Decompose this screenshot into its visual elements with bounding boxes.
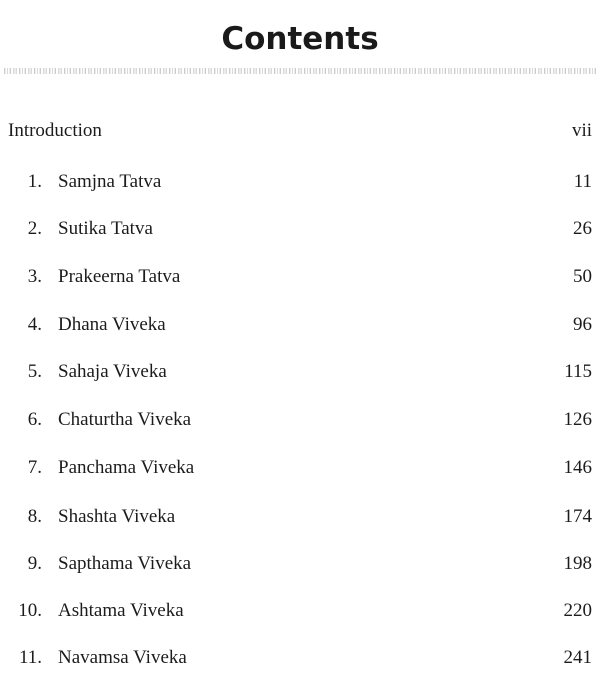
- toc-entry[interactable]: [0, 643, 600, 673]
- toc-entry[interactable]: [0, 167, 600, 197]
- toc-entry-number: 1.: [27, 171, 42, 192]
- toc-entry[interactable]: [0, 596, 600, 626]
- toc-entry-label: Panchama Viveka: [58, 457, 195, 478]
- toc-entry-page: 126: [563, 409, 592, 430]
- toc-entry-number: 11.: [18, 647, 42, 668]
- toc-entry-page: 146: [563, 457, 592, 478]
- toc-entry-label: Ashtama Viveka: [58, 600, 184, 621]
- toc-entry-introduction[interactable]: [0, 116, 600, 146]
- toc-entry[interactable]: [0, 549, 600, 579]
- toc-entry[interactable]: [0, 310, 600, 340]
- toc-entry-page: 11: [573, 171, 592, 192]
- toc-entry[interactable]: [0, 502, 600, 532]
- toc-entry-label: Prakeerna Tatva: [58, 266, 181, 287]
- toc-entry-number: 5.: [27, 361, 42, 382]
- toc-entry-page: 241: [563, 647, 592, 668]
- toc-entry-page: vii: [571, 120, 592, 141]
- toc-entry[interactable]: [0, 405, 600, 435]
- toc-entry-page: 50: [573, 266, 592, 287]
- toc-entry-number: 9.: [27, 553, 42, 574]
- toc-entry-label: Introduction: [8, 120, 102, 141]
- page-title: Contents: [221, 20, 379, 57]
- toc-entry-label: Samjna Tatva: [58, 171, 162, 192]
- toc-entry-number: 3.: [27, 266, 42, 287]
- toc-entry-number: 10.: [18, 600, 42, 621]
- toc-entry-number: 8.: [27, 506, 42, 527]
- toc-entry-label: Navamsa Viveka: [58, 647, 187, 668]
- toc-entry[interactable]: [0, 357, 600, 387]
- toc-entry-label: Sahaja Viveka: [58, 361, 167, 382]
- toc-entry[interactable]: [0, 214, 600, 244]
- toc-entry-number: 6.: [27, 409, 42, 430]
- title-divider: [4, 68, 596, 74]
- toc-entry-page: 96: [573, 314, 592, 335]
- toc-entry-label: Sutika Tatva: [58, 218, 153, 239]
- toc-entry-page: 115: [564, 361, 592, 382]
- toc-entry-number: 4.: [27, 314, 42, 335]
- toc-entry[interactable]: [0, 453, 600, 483]
- toc-entry-page: 220: [563, 600, 592, 621]
- toc-entry-label: Chaturtha Viveka: [58, 409, 192, 430]
- toc-entry-number: 2.: [27, 218, 42, 239]
- toc-entry-page: 174: [563, 506, 592, 527]
- toc-entry-label: Sapthama Viveka: [58, 553, 192, 574]
- toc-entry[interactable]: [0, 262, 600, 292]
- toc-entry-number: 7.: [27, 457, 42, 478]
- toc-entry-page: 198: [563, 553, 592, 574]
- toc-entry-page: 26: [573, 218, 592, 239]
- toc-entry-label: Dhana Viveka: [58, 314, 166, 335]
- toc-entry-label: Shashta Viveka: [58, 506, 176, 527]
